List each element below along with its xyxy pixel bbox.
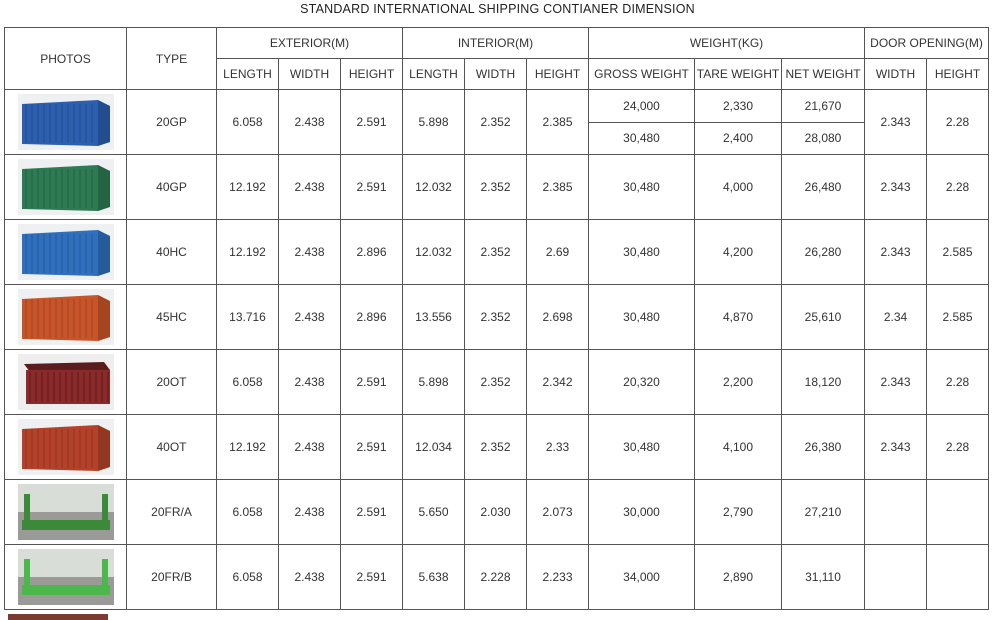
- ext-dim-cell: 2.438: [279, 155, 341, 220]
- weight-cell: 21,670: [782, 90, 865, 123]
- container-photo-cell: [5, 545, 127, 610]
- int-dim-cell: 2.352: [465, 155, 527, 220]
- door-cell: 2.585: [927, 220, 989, 285]
- door-cell: [927, 480, 989, 545]
- container-photo-cell: [5, 415, 127, 480]
- weight-cell: 2,400: [695, 122, 782, 155]
- int-dim-cell: 2.352: [465, 90, 527, 155]
- ext-dim-cell: 2.896: [341, 220, 403, 285]
- weight-cell: 4,000: [695, 155, 782, 220]
- weight-cell: 26,380: [782, 415, 865, 480]
- type-cell: 20FR/A: [127, 480, 217, 545]
- container-doors-photo: [5, 415, 126, 479]
- ext-dim-cell: 2.438: [279, 220, 341, 285]
- type-cell: 40GP: [127, 155, 217, 220]
- ext-dim-cell: 2.591: [341, 90, 403, 155]
- ext-dim-cell: 2.591: [341, 480, 403, 545]
- weight-cell: 27,210: [782, 480, 865, 545]
- container-photo-cell: [5, 480, 127, 545]
- door-cell: 2.343: [865, 415, 927, 480]
- weight-cell: 4,100: [695, 415, 782, 480]
- weight-cell: 31,110: [782, 545, 865, 610]
- int-dim-cell: 2.352: [465, 285, 527, 350]
- weight-cell: 18,120: [782, 350, 865, 415]
- header-gross-weight: GROSS WEIGHT: [589, 59, 695, 90]
- flat-rack-photo: [5, 480, 126, 544]
- table-row: [5, 415, 989, 480]
- header-ext-length: LENGTH: [217, 59, 279, 90]
- int-dim-cell: 2.228: [465, 545, 527, 610]
- door-cell: 2.343: [865, 220, 927, 285]
- table-row: [5, 155, 989, 220]
- weight-cell: 30,480: [589, 415, 695, 480]
- weight-cell: 30,000: [589, 480, 695, 545]
- weight-cell: 25,610: [782, 285, 865, 350]
- weight-cell: 4,870: [695, 285, 782, 350]
- door-cell: 2.343: [865, 155, 927, 220]
- ext-dim-cell: 6.058: [217, 350, 279, 415]
- int-dim-cell: 5.650: [403, 480, 465, 545]
- header-int-width: WIDTH: [465, 59, 527, 90]
- ext-dim-cell: 6.058: [217, 545, 279, 610]
- door-cell: 2.28: [927, 155, 989, 220]
- ext-dim-cell: 2.438: [279, 415, 341, 480]
- weight-cell: 24,000: [589, 90, 695, 123]
- type-cell: 40OT: [127, 415, 217, 480]
- int-dim-cell: 2.352: [465, 415, 527, 480]
- weight-cell: 2,200: [695, 350, 782, 415]
- header-photos: PHOTOS: [5, 28, 127, 90]
- type-cell: 20OT: [127, 350, 217, 415]
- header-door-width: WIDTH: [865, 59, 927, 90]
- int-dim-cell: 5.638: [403, 545, 465, 610]
- ext-dim-cell: 13.716: [217, 285, 279, 350]
- container-photo-cell: [5, 90, 127, 155]
- type-cell: 20GP: [127, 90, 217, 155]
- header-door-opening: DOOR OPENING(M): [865, 28, 989, 59]
- weight-cell: 26,280: [782, 220, 865, 285]
- door-cell: 2.343: [865, 350, 927, 415]
- door-cell: 2.585: [927, 285, 989, 350]
- ext-dim-cell: 2.591: [341, 350, 403, 415]
- ext-dim-cell: 12.192: [217, 220, 279, 285]
- int-dim-cell: 2.385: [527, 90, 589, 155]
- weight-cell: 30,480: [589, 155, 695, 220]
- int-dim-cell: 2.698: [527, 285, 589, 350]
- ext-dim-cell: 2.438: [279, 480, 341, 545]
- door-cell: 2.28: [927, 90, 989, 155]
- weight-cell: 34,000: [589, 545, 695, 610]
- weight-cell: 30,480: [589, 220, 695, 285]
- container-dimension-table: [4, 27, 989, 610]
- table-row: [5, 220, 989, 285]
- header-exterior: EXTERIOR(M): [217, 28, 403, 59]
- door-cell: [865, 545, 927, 610]
- ext-dim-cell: 2.591: [341, 155, 403, 220]
- int-dim-cell: 12.034: [403, 415, 465, 480]
- header-ext-width: WIDTH: [279, 59, 341, 90]
- ext-dim-cell: 12.192: [217, 415, 279, 480]
- int-dim-cell: 12.032: [403, 220, 465, 285]
- int-dim-cell: 2.233: [527, 545, 589, 610]
- container-photo-cell: [5, 350, 127, 415]
- type-cell: 40HC: [127, 220, 217, 285]
- weight-cell: 26,480: [782, 155, 865, 220]
- header-weight: WEIGHT(KG): [589, 28, 865, 59]
- int-dim-cell: 2.352: [465, 350, 527, 415]
- door-cell: 2.28: [927, 350, 989, 415]
- door-cell: 2.34: [865, 285, 927, 350]
- ext-dim-cell: 12.192: [217, 155, 279, 220]
- weight-cell: 20,320: [589, 350, 695, 415]
- container-photo-orange: [5, 285, 126, 349]
- ext-dim-cell: 6.058: [217, 480, 279, 545]
- header-door-height: HEIGHT: [927, 59, 989, 90]
- container-photo-cell: [5, 285, 127, 350]
- cropped-photo-edge: [8, 614, 108, 620]
- header-ext-height: HEIGHT: [341, 59, 403, 90]
- int-dim-cell: 2.385: [527, 155, 589, 220]
- ext-dim-cell: 6.058: [217, 90, 279, 155]
- int-dim-cell: 2.69: [527, 220, 589, 285]
- page-title: STANDARD INTERNATIONAL SHIPPING CONTIANER DIMENSION: [300, 2, 695, 16]
- table-row: [5, 350, 989, 415]
- header-interior: INTERIOR(M): [403, 28, 589, 59]
- header-int-height: HEIGHT: [527, 59, 589, 90]
- weight-cell: 30,480: [589, 285, 695, 350]
- door-cell: [927, 545, 989, 610]
- door-cell: 2.28: [927, 415, 989, 480]
- table-row: [5, 480, 989, 545]
- int-dim-cell: 2.073: [527, 480, 589, 545]
- table-row: [5, 285, 989, 350]
- open-top-container-photo: [5, 350, 126, 414]
- int-dim-cell: 12.032: [403, 155, 465, 220]
- header-tare-weight: TARE WEIGHT: [695, 59, 782, 90]
- type-cell: 20FR/B: [127, 545, 217, 610]
- header-type: TYPE: [127, 28, 217, 90]
- ext-dim-cell: 2.591: [341, 415, 403, 480]
- int-dim-cell: 5.898: [403, 90, 465, 155]
- ext-dim-cell: 2.896: [341, 285, 403, 350]
- ext-dim-cell: 2.438: [279, 350, 341, 415]
- container-photo-cell: [5, 220, 127, 285]
- int-dim-cell: 2.33: [527, 415, 589, 480]
- weight-cell: 30,480: [589, 122, 695, 155]
- ext-dim-cell: 2.438: [279, 90, 341, 155]
- weight-cell: 2,330: [695, 90, 782, 123]
- flat-rack-photo: [5, 545, 126, 609]
- ext-dim-cell: 2.591: [341, 545, 403, 610]
- container-photo-blue: [5, 220, 126, 284]
- container-photo-blue: [5, 90, 126, 154]
- weight-cell: 2,890: [695, 545, 782, 610]
- ext-dim-cell: 2.438: [279, 285, 341, 350]
- int-dim-cell: 2.352: [465, 220, 527, 285]
- type-cell: 45HC: [127, 285, 217, 350]
- header-int-length: LENGTH: [403, 59, 465, 90]
- int-dim-cell: 2.030: [465, 480, 527, 545]
- header-net-weight: NET WEIGHT: [782, 59, 865, 90]
- door-cell: [865, 480, 927, 545]
- int-dim-cell: 13.556: [403, 285, 465, 350]
- weight-cell: 28,080: [782, 122, 865, 155]
- int-dim-cell: 2.342: [527, 350, 589, 415]
- int-dim-cell: 5.898: [403, 350, 465, 415]
- container-photo-green: [5, 155, 126, 219]
- container-photo-cell: [5, 155, 127, 220]
- ext-dim-cell: 2.438: [279, 545, 341, 610]
- weight-cell: 4,200: [695, 220, 782, 285]
- table-row: [5, 545, 989, 610]
- table-row: [5, 90, 989, 123]
- weight-cell: 2,790: [695, 480, 782, 545]
- door-cell: 2.343: [865, 90, 927, 155]
